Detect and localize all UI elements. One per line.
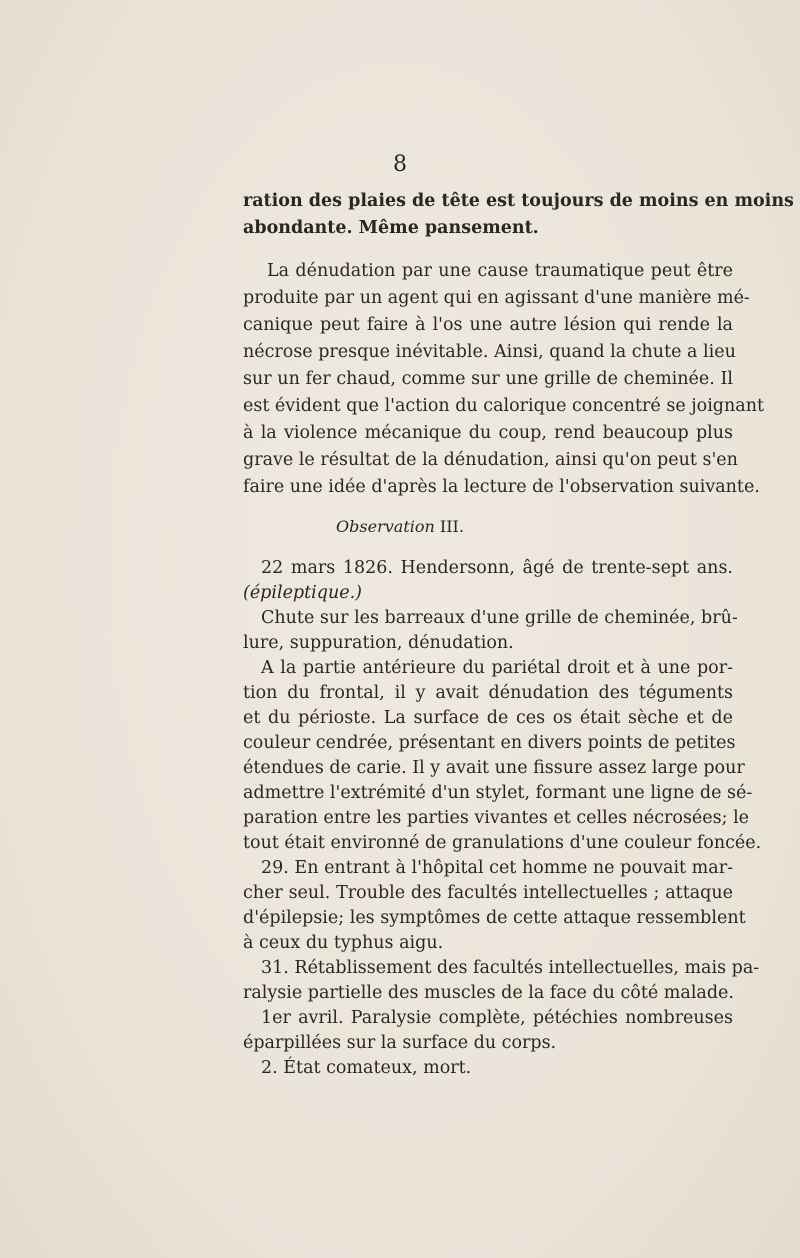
- text-line: 31. Rétablissement des facultés intellectuelles, mais pa-: [261, 958, 760, 978]
- text-line: tout était environné de granulations d'une couleur foncée.: [243, 833, 762, 853]
- text-line: est évident que l'action du calorique concentré se joignant: [243, 396, 765, 416]
- text-line: La dénudation par une cause traumatique peut être: [267, 261, 733, 281]
- text-line: faire une idée d'après la lecture de l'observation suivante.: [243, 477, 760, 497]
- text-line: couleur cendrée, présentant en divers points de petites: [243, 733, 736, 753]
- text-line: Chute sur les barreaux d'une grille de cheminée, brû-: [261, 608, 738, 628]
- text-line: abondante. Même pansement.: [243, 218, 539, 238]
- text-line: cher seul. Trouble des facultés intellectuelles ; attaque: [243, 883, 733, 903]
- observation-heading-word: Observation: [336, 517, 435, 536]
- observation-heading: [0, 515, 800, 539]
- text-line: ralysie partielle des muscles de la face du côté malade.: [243, 983, 734, 1003]
- text-line: 22 mars 1826. Hendersonn, âgé de trente-sept ans.: [261, 558, 733, 578]
- text-line: et du périoste. La surface de ces os était sèche et de: [243, 708, 733, 728]
- text-line: éparpillées sur la surface du corps.: [243, 1033, 557, 1053]
- text-line: à ceux du typhus aigu.: [243, 933, 444, 953]
- text-line: 1er avril. Paralysie complète, pétéchies nombreuses: [261, 1008, 733, 1028]
- text-line: grave le résultat de la dénudation, ainsi qu'on peut s'en: [243, 450, 738, 470]
- text-line: étendues de carie. Il y avait une fissure assez large pour: [243, 758, 745, 778]
- page-number: 8: [393, 152, 407, 177]
- text-line: sur un fer chaud, comme sur une grille de cheminée. Il: [243, 369, 733, 389]
- text-line: nécrose presque inévitable. Ainsi, quand la chute a lieu: [243, 342, 736, 362]
- text-line: tion du frontal, il y avait dénudation des téguments: [243, 683, 733, 703]
- text-line: 2. État comateux, mort.: [261, 1058, 472, 1078]
- text-line: ration des plaies de tête est toujours de moins en moins: [243, 191, 794, 211]
- text-line: (épileptique.): [243, 583, 362, 603]
- text-line: lure, suppuration, dénudation.: [243, 633, 514, 653]
- text-line: paration entre les parties vivantes et celles nécrosées; le: [243, 808, 750, 828]
- text-line: à la violence mécanique du coup, rend beaucoup plus: [243, 423, 733, 443]
- text-line: canique peut faire à l'os une autre lésion qui rende la: [243, 315, 733, 335]
- text-line: admettre l'extrémité d'un stylet, formant une ligne de sé-: [243, 783, 753, 803]
- text-line: produite par un agent qui en agissant d'une manière mé-: [243, 288, 750, 308]
- text-line: 29. En entrant à l'hôpital cet homme ne pouvait mar-: [261, 858, 733, 878]
- text-line: d'épilepsie; les symptômes de cette attaque ressemblent: [243, 908, 746, 928]
- observation-heading-numeral: III.: [439, 517, 464, 536]
- text-line: A la partie antérieure du pariétal droit et à une por-: [261, 658, 733, 678]
